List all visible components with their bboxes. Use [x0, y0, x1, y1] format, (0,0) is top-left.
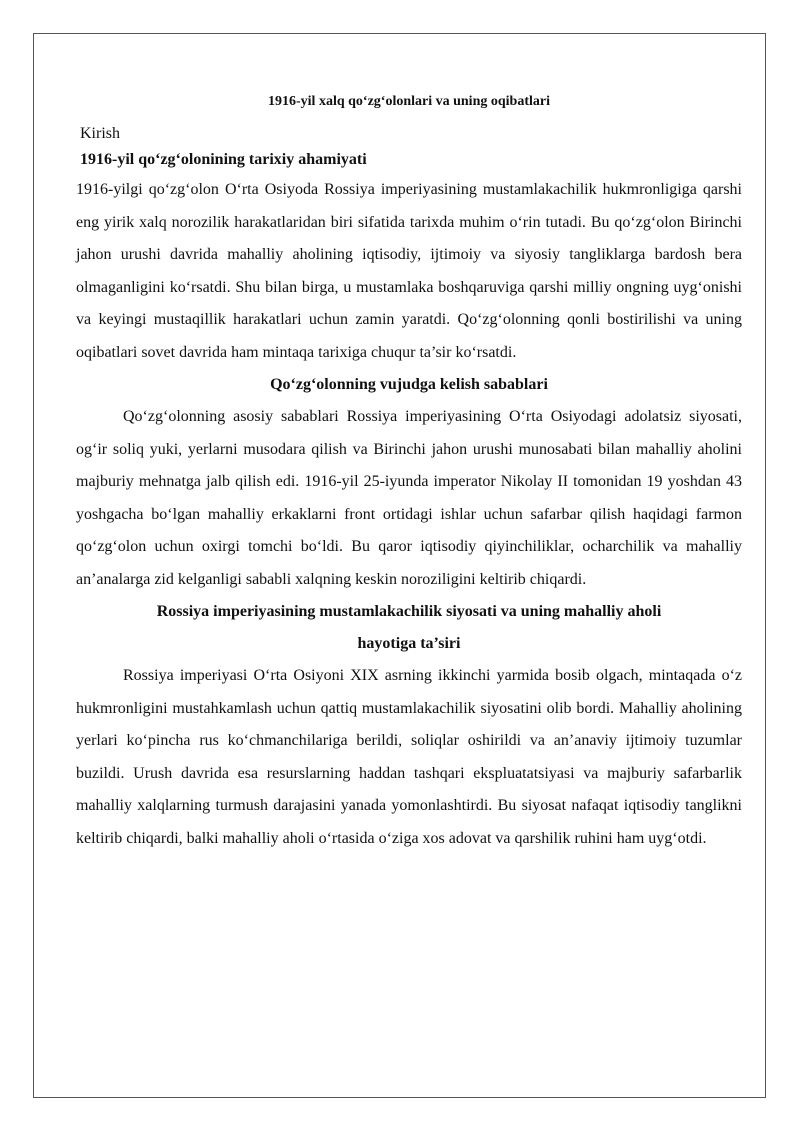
paragraph-historical-significance: 1916-yilgi qo‘zg‘olon O‘rta Osiyoda Rossiya imperiyasining mustamlakachilik hukmronligiga qarshi eng yirik xalq norozilik harakatlaridan biri sifatida tarixda muhim o‘rin tutadi. Bu qo‘zg‘olon Birinchi jahon urushi davrida mahalliy aholining iqtisodiy, ijtimoiy va siyosiy tangliklarga bardosh bera olmaganligini ko‘rsatdi. Shu bilan birga, u mustamlaka boshqaruviga qarshi milliy ongning uyg‘onishi va keyingi mustaqillik harakatlari uchun zamin yaratdi. Qo‘zg‘olonning qonli bostirilishi va uning oqibatlari sovet davrida ham mintaqa tarixiga chuqur ta’sir ko‘rsatdi. — [76, 181, 742, 361]
document-body — [76, 92, 742, 855]
paragraph-causes: Qo‘zg‘olonning asosiy sabablari Rossiya imperiyasining O‘rta Osiyodagi adolatsiz siyosati, og‘ir soliq yuki, yerlarni musodara qilish va Birinchi jahon urushi munosabati bilan mahalliy aholini majburiy mehnatga jalb qilish edi. 1916-yil 25-iyunda imperator Nikolay II tomonidan 19 yoshdan 43 yoshgacha bo‘lgan mahalliy erkaklarni front ortidagi ishlar uchun safarbar qilish haqidagi farmon qo‘zg‘olon uchun oxirgi tomchi bo‘ldi. Bu qaror iqtisodiy qiyinchiliklar, ocharchilik va mahalliy an’analarga zid kelganligi sababli xalqning keskin noroziligini keltirib chiqardi. — [76, 408, 742, 588]
document-title: 1916-yil xalq qo‘zg‘olonlari va uning oqibatlari — [268, 94, 550, 109]
section-heading-causes: Qo‘zg‘olonning vujudga kelish sabablari — [270, 376, 548, 393]
section-heading-colonial-policy-line1: Rossiya imperiyasining mustamlakachilik siyosati va uning mahalliy aholi — [156, 603, 662, 620]
intro-label: Kirish — [80, 125, 120, 142]
section-heading-colonial-policy-line2: hayotiga ta’siri — [357, 635, 461, 652]
section-heading-colonial-policy — [76, 596, 742, 660]
section-heading-historical-significance: 1916-yil qo‘zg‘olonining tarixiy ahamiyati — [80, 151, 367, 168]
paragraph-colonial-policy: Rossiya imperiyasi O‘rta Osiyoni XIX asrning ikkinchi yarmida bosib olgach, mintaqada o‘z hukmronligini mustahkamlash uchun qattiq mustamlakachilik siyosatini olib bordi. Mahalliy aholining yerlari ko‘pincha rus ko‘chmanchilariga berildi, soliqlar oshirildi va an’anaviy ijtimoiy tuzumlar buzildi. Urush davrida esa resurslarning haddan tashqari ekspluatatsiyasi va majburiy safarbarlik mahalliy xalqlarning turmush darajasini yanada yomonlashtirdi. Bu siyosat nafaqat iqtisodiy tanglikni keltirib chiqardi, balki mahalliy aholi o‘rtasida o‘ziga xos adovat va qarshilik ruhini ham uyg‘otdi. — [76, 667, 742, 847]
